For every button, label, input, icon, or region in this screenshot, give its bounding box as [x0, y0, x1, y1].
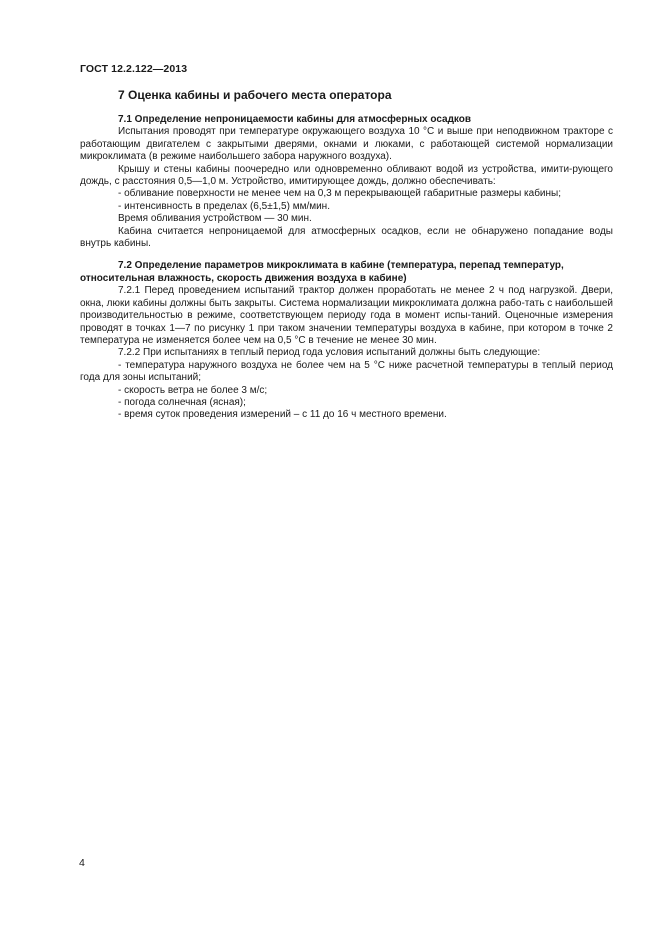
list-item: - интенсивность в пределах (6,5±1,5) мм/мин. — [118, 200, 330, 212]
paragraph: 7.2.1 Перед проведением испытаний трактор должен проработать не менее 2 ч под нагрузкой. Двери, окна, люки кабины должны быть закрыты. Система нормализации микроклимата должна рабо-тать с наибольшей производительностью в режиме, соответствующем периоду года в момент испы-таний. Оценочные измерения проводят в точках 1—7 по рисунку 1 при таком значении температуры воздуха в кабине, при котором в точке 2 температура не изменяется более чем на 0,5 °С в течение не менее 30 мин. — [80, 285, 613, 346]
paragraph: 7.2.2 При испытаниях в теплый период года условия испытаний должны быть следующие: — [118, 347, 541, 359]
list-item: - скорость ветра не более 3 м/с; — [118, 384, 268, 396]
list-item: - время суток проведения измерений – с 11 до 16 ч местного времени. — [118, 409, 447, 421]
subsection-7-1-heading: 7.1 Определение непроницаемости кабины для атмосферных осадков — [118, 114, 472, 125]
document-id: ГОСТ 12.2.122—2013 — [80, 63, 188, 75]
paragraph: Время обливания устройством — 30 мин. — [118, 213, 312, 225]
paragraph: Испытания проводят при температуре окружающего воздуха 10 °С и выше при неподвижном тракторе с работающим двигателем с закрытыми дверями, окнами и люками, с работающей системой нормализации микроклимата (в режиме наибольшего забора наружного воздуха). — [80, 126, 613, 163]
page-number: 4 — [79, 857, 85, 869]
list-item: - погода солнечная (ясная); — [118, 396, 246, 408]
paragraph: Крышу и стены кабины поочередно или одновременно обливают водой из устройства, имити-рующего дождь, с расстояния 0,5—1,0 м. Устройство, имитирующее дождь, должно обеспечивать: — [80, 163, 613, 188]
page-content — [80, 88, 613, 422]
paragraph: Кабина считается непроницаемой для атмосферных осадков, если не обнаружено попадание воды внутрь кабины. — [80, 225, 613, 250]
section-7-title: 7 Оценка кабины и рабочего места оператора — [118, 88, 392, 102]
list-item: - обливание поверхности не менее чем на 0,3 м перекрывающей габаритные размеры кабины; — [118, 188, 562, 200]
subsection-7-2-heading: 7.2 Определение параметров микроклимата в кабине (температура, перепад температур, относительная влажность, скорость движения воздуха в кабине) — [80, 260, 564, 284]
list-item: - температура наружного воздуха не более чем на 5 °С ниже расчетной температуры в теплый период года для зоны испытаний; — [80, 359, 613, 384]
